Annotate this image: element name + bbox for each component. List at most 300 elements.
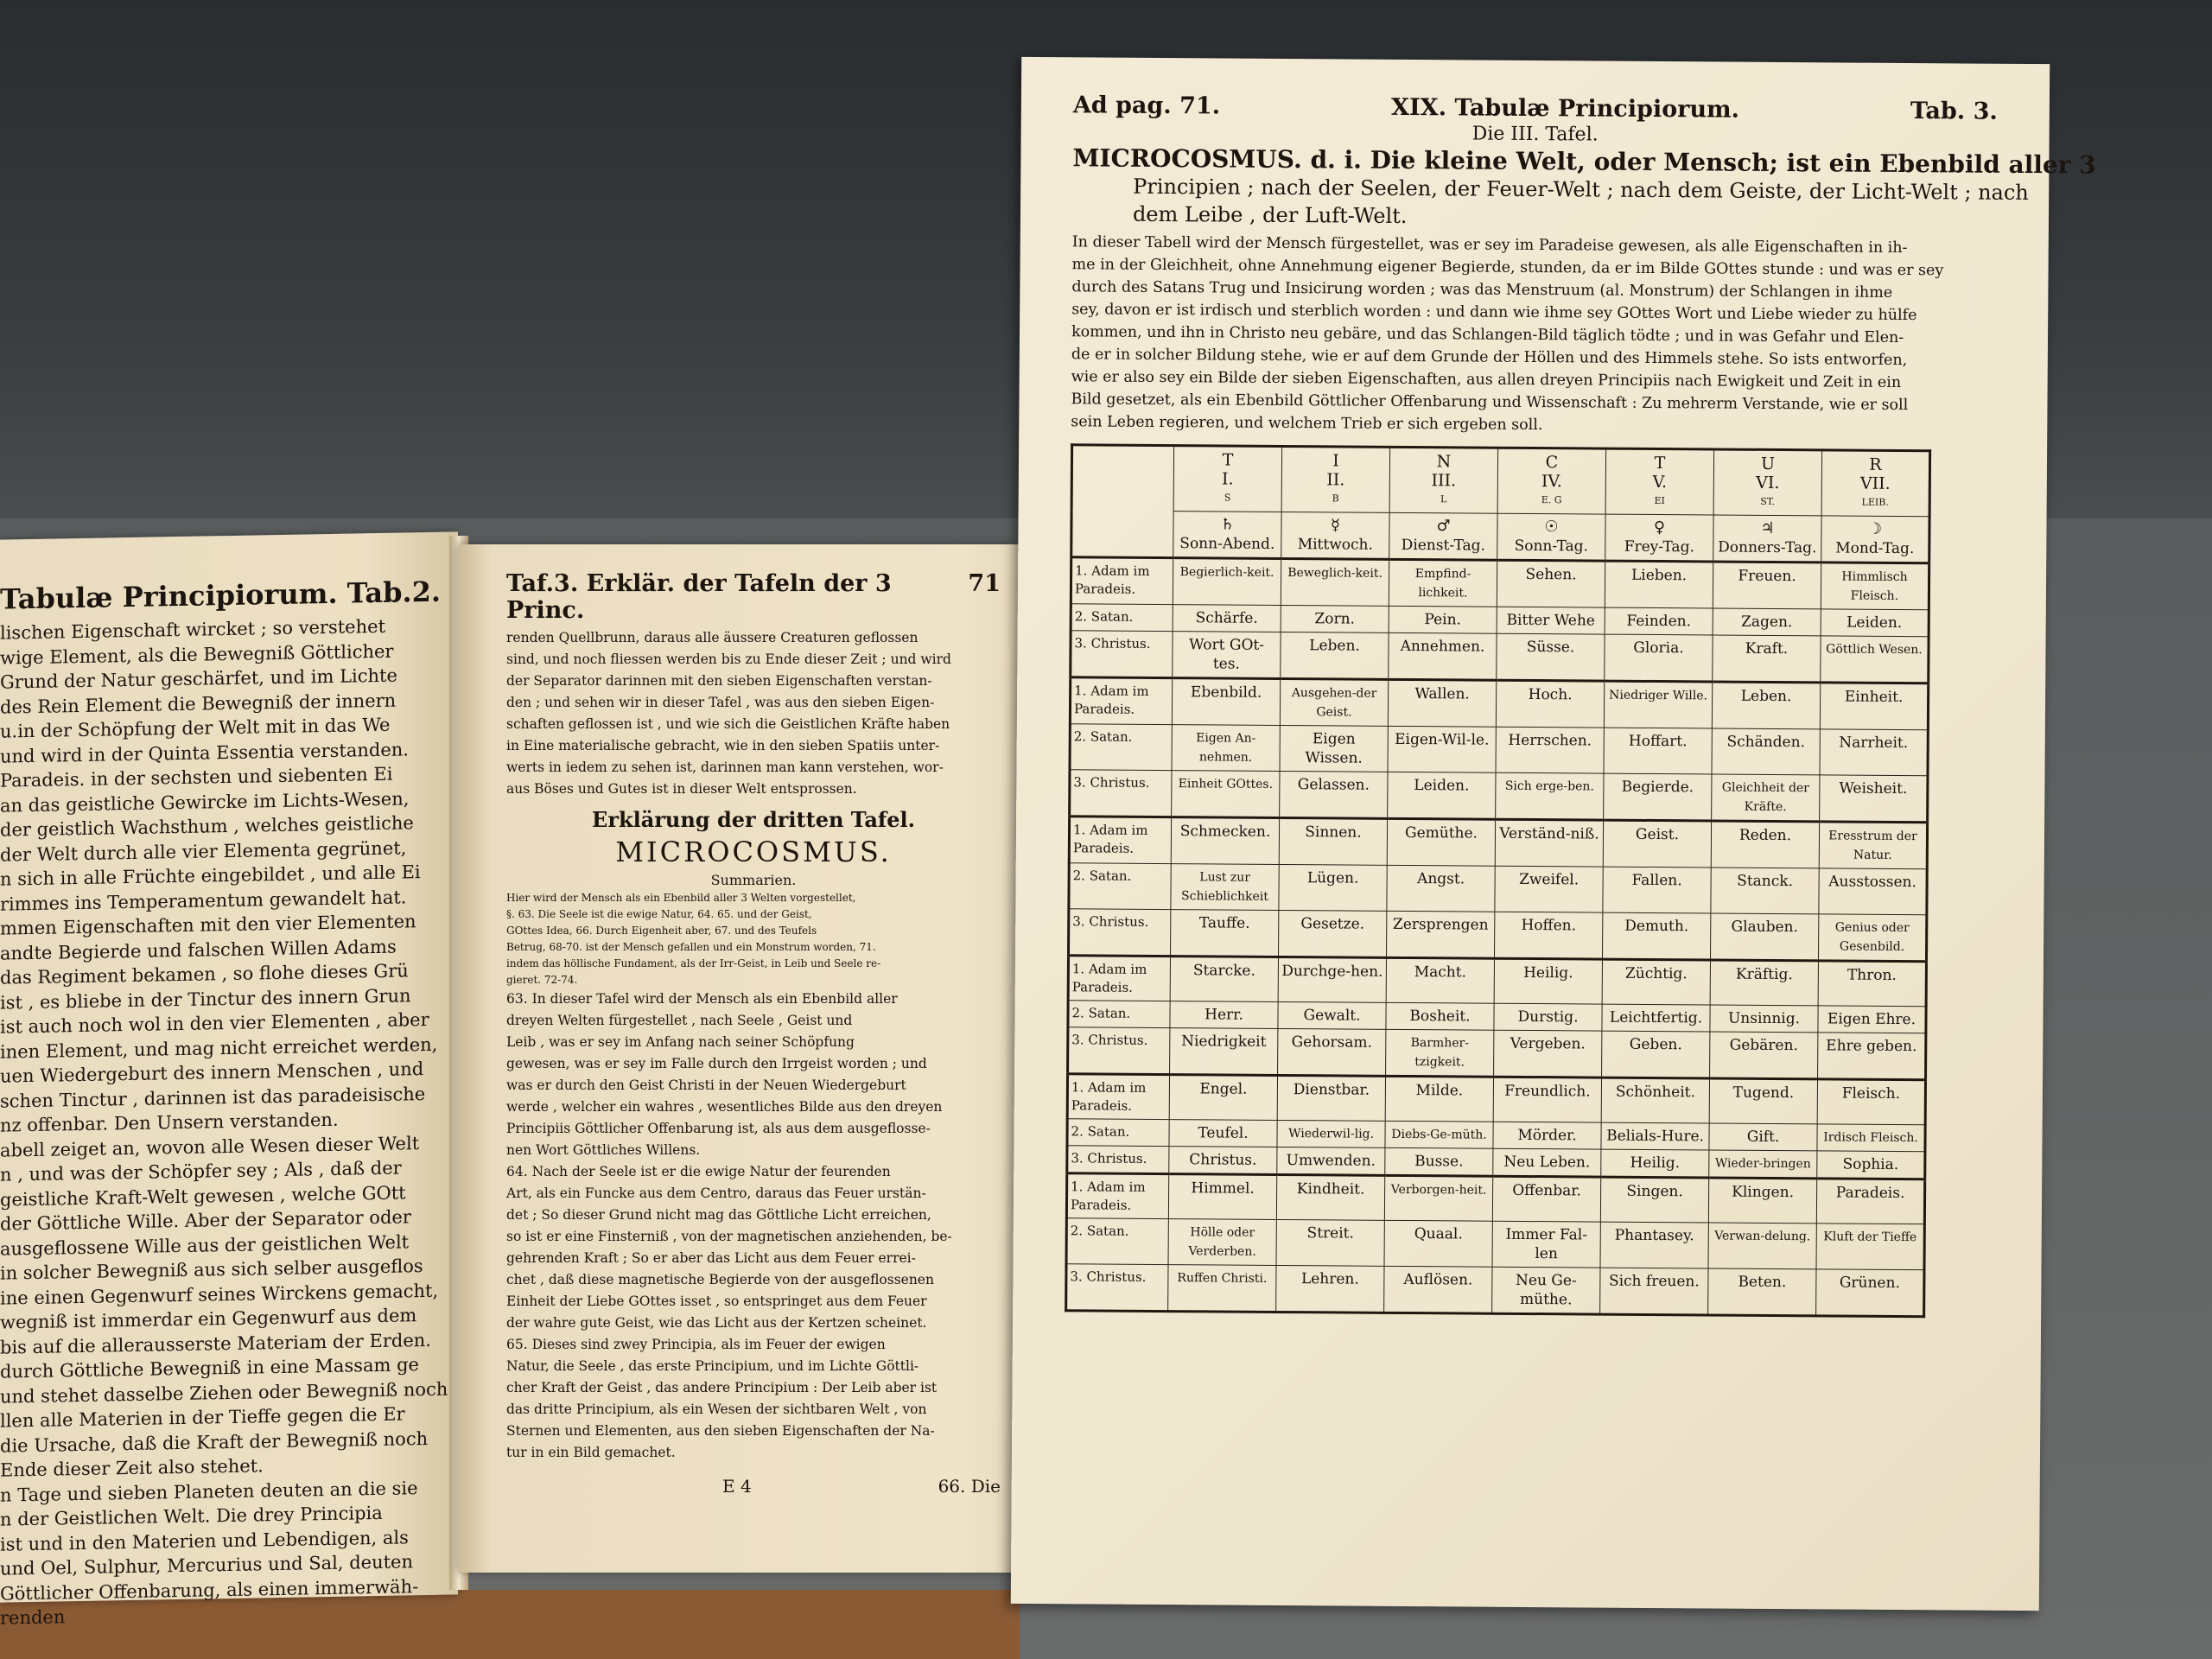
sheet-series-title: XIX. Tabulæ Principiorum. [1390,93,1740,124]
table-cell: Freundlich. [1493,1077,1601,1122]
text-line: ausgeflossene Wille aus der geistlichen Welt [0,1230,410,1260]
table-cell: Quaal. [1384,1220,1492,1267]
column-abbrev: E. G [1541,494,1562,506]
text-line: Grund der Natur geschärfet, und im Lichte [0,664,397,693]
table-cell: Immer Fal-len [1492,1221,1600,1268]
text-line: dreyen Welten fürgestellet , nach Seele , Geist und [506,1013,853,1028]
table-cell: Eigen An-nehmen. [1172,725,1280,772]
text-line: und Oel, Sulphur, Mercurius und Sal, deuten [0,1551,413,1580]
principles-table [1065,443,1931,1318]
text-line: llen alle Materien in der Tieffe gegen die Er [0,1403,405,1432]
sheet-title-line3: dem Leibe , der Luft-Welt. [1132,201,1408,228]
right-page-header [506,570,1001,624]
text-line: n der Geistlichen Welt. Die drey Principia [0,1502,383,1530]
table-cell: Herr. [1170,1001,1278,1029]
column-header [1173,446,1282,512]
text-line: die Ursache, daß die Kraft der Bewegniß noch [0,1427,429,1457]
table-row [1070,770,1928,823]
left-page-tab: Tab.2. [346,575,441,610]
column-letter: I [1332,451,1339,471]
table-cell: Verborgen-heit. [1384,1175,1492,1221]
table-cell: Unsinnig. [1710,1005,1818,1033]
text-line: geistliche Kraft-Welt gewesen , welche GOtt [0,1181,406,1211]
text-line: abell zeiget an, wovon alle Wesen dieser Welt [0,1132,420,1161]
left-page-title: Tabulæ Principiorum. [0,576,338,616]
text-line: renden [0,1606,66,1629]
table-cell: Weisheit. [1820,775,1928,823]
row-label: 2. Satan. [1069,863,1171,910]
text-line: der Welt durch alle vier Elementa gegrünet, [0,836,407,866]
table-cell: Streit. [1276,1219,1384,1266]
table-cell: Paradeis. [1816,1179,1924,1224]
text-line: der wahre gute Geist, wie das Licht aus der Kertzen scheinet. [506,1315,927,1331]
planet-symbol-icon: ☽ [1867,519,1883,538]
row-label: 3. Christus. [1066,1264,1168,1312]
table-cell: Wort GOt-tes. [1173,632,1281,679]
column-numeral: V. [1652,472,1668,493]
planet-header [1605,514,1713,562]
table-cell: Durchge-hen. [1278,957,1386,1002]
planet-symbol-icon: ☿ [1330,516,1341,535]
table-cell: Süsse. [1497,633,1605,681]
text-line: und wird in der Quinta Essentia verstanden. [0,738,409,767]
table-cell: Teufel. [1169,1120,1277,1147]
table-cell: Kräftig. [1710,960,1818,1006]
intro-line: sein Leben regieren, und welchem Trieb er sich ergeben soll. [1071,413,1543,435]
text-line: Ende dieser Zeit also stehet. [0,1455,264,1481]
text-line: sind, und noch fliessen werden bis zu Ende dieser Zeit ; und wird [506,652,951,667]
table-cell: Pein. [1389,606,1497,633]
book-left-page [0,531,458,1629]
text-line: lischen Eigenschaft wircket ; so verstehet [0,615,386,644]
table-cell: Zorn. [1281,605,1389,632]
table-cell: Lieben. [1605,561,1713,608]
table-cell: Gehorsam. [1278,1028,1386,1076]
table-cell: Verwan-delung. [1708,1223,1816,1269]
intro-line: durch des Satans Trug und Insicirung worden ; was das Menstruum (al. Monstrum) der Schlangen in ihme [1071,278,1893,302]
intro-line: kommen, und ihn in Christo neu gebäre, und das Schlangen-Bild täglich tödte ; und in was Gefahr und Elen- [1071,323,1904,347]
text-line: Einheit der Liebe GOttes isset , so entspringet aus dem Feuer [506,1294,927,1309]
row-label: 3. Christus. [1067,1146,1169,1174]
table-cell: Diebs-Ge-müth. [1385,1121,1493,1148]
text-line: ist , es bliebe in der Tinctur des innern Grun [0,984,411,1014]
table-cell: Christus. [1169,1147,1277,1175]
sheet-tab-number: Tab. 3. [1910,98,1998,125]
planet-day-label: Mittwoch. [1297,536,1373,554]
column-letter: U [1760,454,1776,474]
table-cell: Auflösen. [1384,1266,1492,1313]
text-line: n Tage und sieben Planeten deuten an die sie [0,1477,418,1506]
intro-line: sey, davon er ist irdisch und sterblich worden : und dann wie ihme sey GOttes Wort und Liebe wieder zu hülfe [1071,301,1917,325]
table-row [1066,1173,1924,1224]
planet-header [1173,512,1281,559]
table-cell: Belials-Hure. [1601,1122,1709,1150]
table-cell: Niedriger Wille. [1604,681,1712,728]
table-cell: Hoffen. [1494,912,1602,959]
row-label: 2. Satan. [1070,724,1172,771]
table-cell: Genius oder Gesenbild. [1818,914,1926,962]
left-page-text [0,613,448,1630]
intro-line: de er in solcher Bildung stehe, wie er auf dem Grunde der Höllen und des Himmels stehe. So ists entworfen, [1071,346,1908,370]
table-cell: Beweglich-keit. [1281,558,1389,606]
table-cell: Bitter Wehe [1497,607,1605,634]
table-cell: Tugend. [1709,1078,1817,1124]
planet-header [1713,515,1821,563]
text-line: ist und in den Materien und Lebendigen, als [0,1526,409,1555]
table-cell: Leben. [1281,632,1389,679]
column-letter: T [1654,453,1666,474]
planet-header [1497,513,1605,561]
summary-line: indem das höllische Fundament, als der Irr-Geist, in Leib und Seele re- [506,957,881,969]
table-row [1066,1264,1924,1317]
text-line: Leib , was er sey im Anfang nach seiner Schöpfung [506,1034,855,1050]
text-line: schaften geflossen ist , und wie sich die Geistlichen Kräfte haben [506,716,950,732]
row-label: 2. Satan. [1067,1119,1169,1147]
table-cell: Schänden. [1712,728,1820,775]
text-line: wige Element, als die Bewegniß Göttlicher [0,640,394,669]
table-cell: Freuen. [1713,562,1821,609]
text-line: des Rein Element die Bewegniß der innern [0,690,397,718]
table-cell: Neu Leben. [1493,1148,1601,1177]
table-cell: Grünen. [1816,1269,1924,1317]
table-cell: Ehre geben. [1818,1033,1926,1080]
table-cell: Himmlisch Fleisch. [1821,563,1929,610]
intro-line: Bild gesetzet, als ein Ebenbild Göttlicher Offenbarung und Wissenschaft : Zu mehrerm Verstande, wie er soll [1071,391,1909,415]
column-abbrev: LEIB. [1861,496,1889,508]
planet-day-label: Frey-Tag. [1624,537,1694,556]
table-cell: Annehmen. [1389,632,1497,680]
planet-day-label: Dienst-Tag. [1401,536,1486,555]
section-heading: Erklärung der dritten Tafel. [592,807,915,832]
table-cell: Kindheit. [1276,1174,1384,1220]
table-cell: Himmel. [1168,1174,1276,1220]
text-line: in solcher Bewegniß aus sich selber ausgeflos [0,1255,423,1284]
text-line: Paradeis. in der sechsten und siebenten Ei [0,763,393,791]
catchword: 66. Die [938,1476,1001,1497]
text-line: 63. In dieser Tafel wird der Mensch als ein Ebenbild aller [506,991,898,1007]
planet-day-label: Mond-Tag. [1835,539,1915,558]
text-line: und stehet dasselbe Ziehen oder Bewegniß noch [0,1378,448,1408]
column-numeral: II. [1326,470,1345,490]
text-line: inen Element, und mag nicht erreichet werden, [0,1033,438,1063]
table-cell: Vergeben. [1494,1030,1602,1077]
table-cell: Hölle oder Verderben. [1168,1219,1276,1266]
table-cell: Sich freuen. [1600,1268,1708,1315]
table-cell: Barmher-tzigkeit. [1386,1029,1494,1077]
text-line: renden Quellbrunn, daraus alle äussere Creaturen geflossen [506,630,918,645]
text-line: aus Böses und Gutes ist in dieser Welt entsprossen. [506,781,857,797]
text-line: das dritte Principium, als ein Wesen der sichtbaren Welt , von [506,1402,927,1417]
right-page-footer [506,1476,1001,1497]
table-cell: Kraft. [1713,635,1821,683]
column-header [1281,446,1390,512]
table-cell: Beten. [1708,1268,1816,1316]
text-line: der Göttliche Wille. Aber der Separator oder [0,1206,411,1235]
column-header [1497,448,1606,514]
text-line: in Eine materialische gebracht, wie in den sieben Spatiis unter- [506,738,940,753]
planet-symbol-icon: ☉ [1544,518,1559,537]
table-row [1071,631,1929,683]
table-cell: Ausstossen. [1819,868,1927,915]
row-label: 1. Adam im Paradeis. [1068,956,1170,1001]
table-cell: Göttlich Wesen. [1821,636,1929,683]
summary-text [506,890,1001,988]
planet-day-label: Sonn-Abend. [1179,535,1275,553]
table-cell: Ruffen Christi. [1168,1265,1276,1313]
summary-line: Betrug, 68-70. ist der Mensch gefallen und ein Monstrum worden, 71. [506,941,876,953]
table-cell: Einheit. [1820,683,1928,730]
text-line: Natur, die Seele , das erste Principium, und im Lichte Göttli- [506,1358,919,1374]
table-cell: Sehen. [1497,560,1605,607]
text-line: mmen Eigenschaften mit den vier Elementen [0,911,416,939]
sheet-intro-text [1071,231,1997,439]
planet-symbol-icon: ♄ [1220,515,1235,534]
sheet-subtitle: Die III. Tafel. [1471,123,1599,146]
table-cell: Angst. [1387,865,1495,912]
text-line: Göttlicher Offenbarung, als einen immerwäh- [0,1575,419,1605]
table-cell: Niedrigkeit [1170,1028,1278,1076]
row-label: 2. Satan. [1071,604,1173,632]
text-line: schen Tinctur , darinnen ist das paradeisische [0,1083,426,1112]
column-header [1821,450,1930,517]
intro-line: wie er also sey ein Bilde der sieben Eigenschaften, aus allen dreyen Principiis nach Ewigkeit und Zeit in ein [1071,368,1902,391]
planet-symbol-icon: ♀ [1653,518,1666,537]
text-line: wegniß ist immerdar ein Gegenwurf aus dem [0,1305,417,1333]
planet-header [1281,512,1389,559]
table-cell: Gebären. [1710,1032,1818,1079]
planet-header [1389,512,1497,560]
book-right-page [458,544,1020,1573]
table-cell: Sich erge-ben. [1496,772,1604,820]
text-line: n , und was der Schöpfer sey ; Als , daß der [0,1157,402,1185]
table-cell: Hoffart. [1604,728,1712,774]
row-label: 1. Adam im Paradeis. [1069,817,1171,864]
table-cell: Demuth. [1602,912,1710,960]
table-cell: Bosheit. [1386,1002,1494,1030]
table-cell: Singen. [1600,1177,1708,1223]
table-cell: Schönheit. [1601,1077,1709,1123]
text-line: det ; So dieser Grund nicht mag das Göttliche Licht erreichen, [506,1207,931,1223]
table-row [1068,956,1926,1007]
right-page-title: Taf.3. Erklär. der Tafeln der 3 Princ. [506,570,892,624]
summary-heading: Summarien. [710,872,797,888]
table-cell: Ausgehen-der Geist. [1280,678,1388,726]
table-cell: Offenbar. [1492,1176,1600,1222]
table-cell: Schmecken. [1171,817,1279,865]
column-abbrev: EI [1654,494,1665,507]
column-abbrev: ST. [1760,495,1776,507]
text-line: Principiis Göttlicher Offenbarung ist, als aus dem ausgeflosse- [506,1121,931,1136]
table-cell: Heilig. [1494,958,1602,1004]
text-line: werde , welcher ein wahres , wesentliches Bilde aus den dreyen [506,1099,943,1115]
table-cell: Schärfe. [1173,605,1281,632]
summary-line: Hier wird der Mensch als ein Ebenbild aller 3 Welten vorgestellet, [506,892,856,904]
sheet-page-ref: Ad pag. 71. [1072,92,1221,120]
text-line: so ist er eine Finsterniß , von der magnetischen anziehenden, be- [506,1229,952,1244]
text-line: das Regiment bekamen , so flohe dieses Grü [0,960,409,988]
column-header [1389,447,1498,513]
left-page-header [0,575,441,616]
row-label: 3. Christus. [1070,770,1172,817]
text-line: u.in der Schöpfung der Welt mit in das We [0,714,391,742]
table-row [1070,724,1928,776]
row-label: 3. Christus. [1068,1027,1170,1075]
table-cell: Geist. [1603,820,1711,868]
text-line: was er durch den Geist Christi in der Neuen Wiedergeburt [506,1077,906,1093]
table-cell: Eigen-Wil-le. [1388,726,1496,772]
summary-line: gieret. 72-74. [506,974,578,986]
planet-day-label: Donners-Tag. [1718,538,1817,557]
row-label: 2. Satan. [1068,1001,1170,1028]
table-cell: Hoch. [1496,680,1604,728]
text-line: gewesen, was er sey im Falle durch den Irrgeist worden ; und [506,1056,927,1071]
planet-header [1821,516,1929,563]
table-row [1069,817,1927,869]
column-numeral: VI. [1756,473,1780,493]
section-heading-microcosmus: MICROCOSMUS. [615,836,892,868]
table-cell: Zweifel. [1495,866,1603,912]
table-cell: Umwenden. [1277,1147,1385,1175]
text-line: an das geistliche Gewircke im Lichts-Wesen, [0,787,410,817]
table-row [1068,1027,1926,1080]
table-cell: Engel. [1169,1075,1277,1121]
planet-symbol-icon: ♃ [1760,518,1775,537]
table-cell: Einheit GOttes. [1172,771,1280,818]
table-cell: Leiden. [1388,772,1496,819]
table-row [1066,1218,1924,1270]
sheet-title: MICROCOSMUS. d. i. Die kleine Welt, oder Mensch; ist ein Ebenbild aller 3 [1072,143,2096,180]
column-numeral: VII. [1859,474,1891,493]
column-header [1605,448,1714,515]
loose-sheet-table [1011,57,2096,1611]
column-numeral: I. [1221,469,1234,489]
column-header [1713,449,1822,516]
right-page-text-top [506,627,1001,800]
table-cell: Zagen. [1713,608,1821,636]
text-line: uen Wiedergeburt des innern Menschen , und [0,1058,424,1087]
row-label: 1. Adam im Paradeis. [1066,1173,1168,1219]
table-cell: Gift. [1709,1123,1817,1151]
table-cell: Leiden. [1821,609,1929,637]
table-cell: Narrheit. [1820,729,1928,776]
table-cell: Phantasey. [1600,1222,1708,1268]
table-cell: Macht. [1386,957,1494,1003]
table-cell: Starcke. [1170,957,1278,1002]
column-letter: C [1545,453,1559,473]
table-cell: Glauben. [1710,913,1818,961]
column-abbrev: L [1440,493,1447,505]
table-cell: Klingen. [1708,1178,1816,1224]
table-cell: Geben. [1602,1031,1710,1078]
table-cell: Eigen Ehre. [1818,1006,1926,1033]
table-row [1070,677,1928,730]
table-cell: Lehren. [1276,1265,1384,1313]
table-cell: Gelassen. [1280,771,1388,818]
table-cell: Mörder. [1493,1122,1601,1149]
text-line: der geistlich Wachsthum , welches geistliche [0,812,414,841]
text-line: nz offenbar. Den Unsern verstanden. [0,1109,339,1136]
table-cell: Feinden. [1605,607,1713,635]
table-cell: Sophia. [1817,1151,1925,1179]
text-line: 65. Dieses sind zwey Principia, als im Feuer der ewigen [506,1337,886,1352]
text-line: chet , daß diese magnetische Begierde von der ausgeflossenen [506,1272,934,1287]
table-cell: Ebenbild. [1172,678,1280,726]
table-cell: Gewalt. [1278,1001,1386,1029]
text-line: ist auch noch wol in den vier Elementen , aber [0,1008,429,1038]
table-cell: Wieder-bringen [1709,1150,1817,1179]
sheet-header [1073,92,1998,124]
summary-line: GOttes Idea, 66. Durch Eigenheit aber, 67. und des Teufels [506,925,817,937]
planet-symbol-icon: ♂ [1436,517,1451,536]
intro-line: In dieser Tabell wird der Mensch fürgestellet, was er sey im Paradeise gewesen, als alle Eigenschaften in ih- [1071,233,1908,257]
table-cell: Heilig. [1601,1149,1709,1178]
text-line: rimmes ins Temperamentum gewandelt hat. [0,886,407,915]
text-line: Art, als ein Funcke aus dem Centro, daraus das Feuer urstän- [506,1185,926,1201]
table-cell: Zersprengen [1386,911,1494,958]
table-cell: Empfind-lichkeit. [1389,559,1497,607]
text-line: bis auf die allerausserste Materiam der Erden. [0,1329,431,1358]
table-cell: Herrschen. [1496,727,1604,773]
table-cell: Begierlich-keit. [1173,558,1281,606]
text-line: 64. Nach der Seele ist er die ewige Natur der feurenden [506,1164,891,1179]
table-cell: Neu Ge-müthe. [1492,1267,1600,1314]
row-label: 1. Adam im Paradeis. [1071,557,1173,605]
table-cell: Reden. [1711,821,1819,868]
table-row [1069,909,1927,962]
text-line: durch Göttliche Bewegniß in eine Massam ge [0,1354,419,1382]
column-letter: T [1222,450,1234,470]
table-cell: Gemüthe. [1387,818,1495,866]
column-numeral: IV. [1541,472,1562,492]
table-cell: Irdisch Fleisch. [1817,1124,1925,1152]
table-cell: Züchtig. [1602,959,1710,1005]
table-row [1067,1074,1925,1125]
text-line: tur in ein Bild gemachet. [506,1445,676,1460]
column-abbrev: S [1224,492,1231,504]
table-cell: Stanck. [1711,868,1819,914]
table-cell: Leben. [1712,682,1820,729]
table-cell: Verständ-niß. [1495,819,1603,867]
row-label: 2. Satan. [1066,1218,1168,1265]
column-letter: R [1869,454,1882,474]
text-line: Sternen und Elementen, aus den sieben Eigenschaften der Na- [506,1423,935,1439]
table-cell: Gleichheit der Kräfte. [1712,774,1820,822]
table-cell: Eresstrum der Natur. [1819,822,1927,869]
table-cell: Busse. [1385,1147,1493,1176]
table-row [1069,863,1927,915]
column-abbrev: B [1332,493,1339,505]
table-cell: Lügen. [1279,864,1387,911]
row-label: 1. Adam im Paradeis. [1070,677,1172,725]
table-cell: Durstig. [1494,1003,1602,1031]
text-line: n sich in alle Früchte eingebildet , und alle Ei [0,861,421,890]
table-cell: Wiederwil-lig. [1277,1120,1385,1147]
table-cell: Lust zur Schieblichkeit [1171,864,1279,911]
table-cell: Wallen. [1388,679,1496,727]
table-cell: Tauffe. [1171,910,1279,957]
signature-mark: E 4 [722,1476,752,1497]
table-cell: Gesetze. [1278,910,1386,957]
summary-line: §. 63. Die Seele ist die ewige Natur, 64. 65. und der Geist, [506,908,812,920]
table-cell: Begierde. [1604,773,1712,821]
table-cell: Sinnen. [1279,817,1387,865]
text-line: nen Wort Göttliches Willens. [506,1142,701,1158]
table-cell: Thron. [1818,961,1926,1007]
text-line: werts in iedem zu sehen ist, darinnen man kann verstehen, wor- [506,760,944,775]
text-line: gehrenden Kraft ; So er aber das Licht aus dem Feuer errei- [506,1250,916,1266]
table-cell: Leichtfertig. [1602,1004,1710,1032]
table-cell: Gloria. [1605,634,1713,682]
